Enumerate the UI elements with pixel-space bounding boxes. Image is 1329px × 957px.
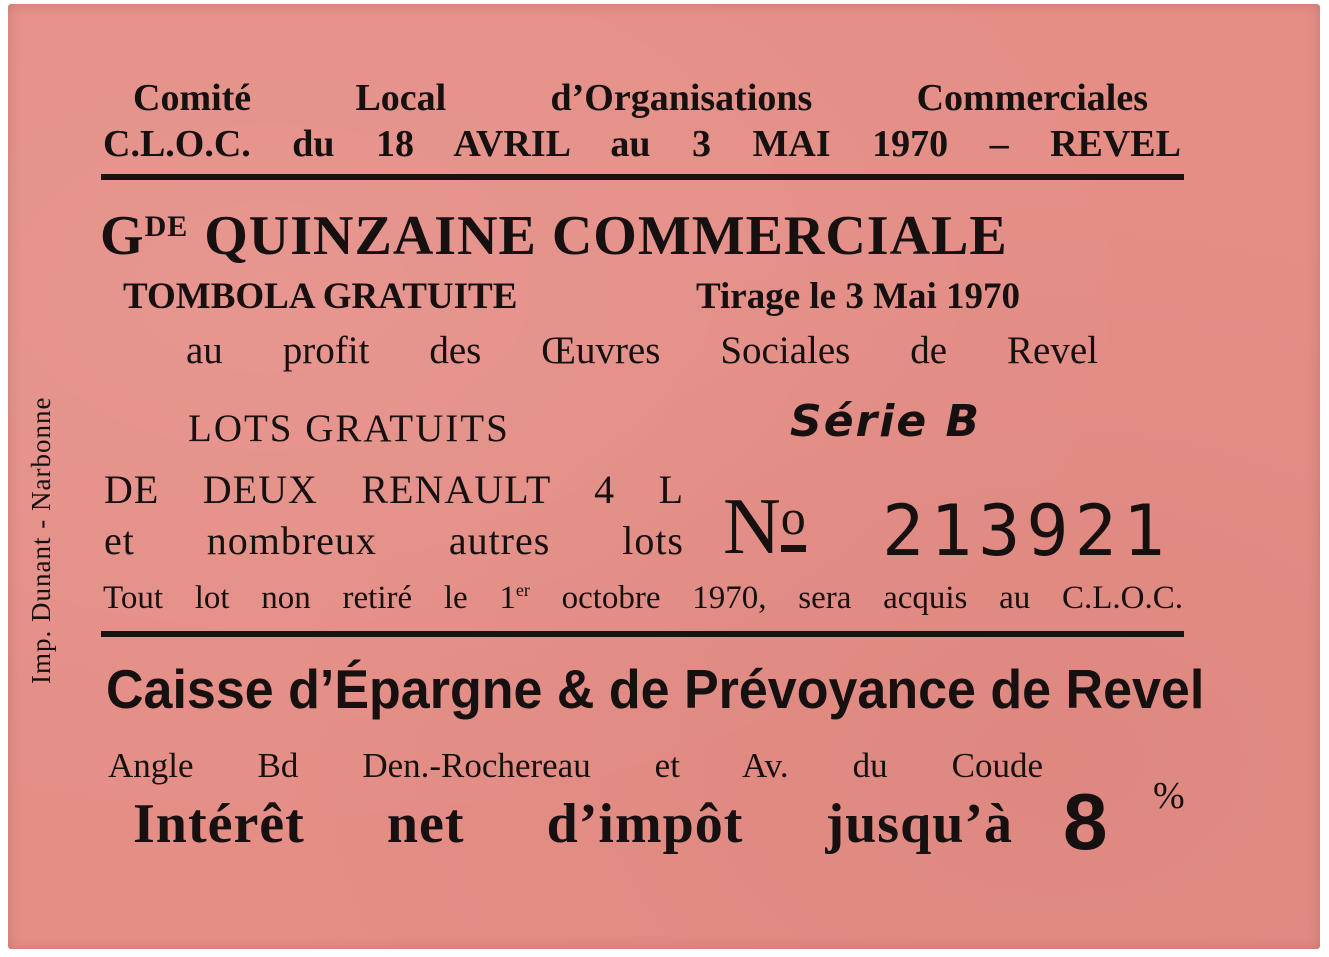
header-organization: Comité Local d’Organisations Commerciales [133, 77, 1148, 119]
unclaimed-notice [103, 580, 1183, 617]
number-label-n: N [723, 483, 781, 571]
notice-before: Tout lot non retiré le 1 [103, 580, 516, 616]
beneficiary-line: au profit des Œuvres Sociales de Revel [186, 329, 1098, 372]
interest-unit: % [1153, 775, 1185, 817]
draw-date: Tirage le 3 Mai 1970 [696, 276, 1021, 317]
interest-value: 8 [1063, 777, 1108, 866]
notice-after: octobre 1970, sera acquis au C.L.O.C. [529, 580, 1183, 616]
event-title [100, 204, 1008, 268]
header-dates: C.L.O.C. du 18 AVRIL au 3 MAI 1970 – REVEL [103, 123, 1181, 165]
sponsor-address: Angle Bd Den.-Rochereau et Av. du Coude [108, 746, 1043, 785]
ticket-number: 213921 [882, 490, 1171, 572]
raffle-ticket [8, 4, 1320, 949]
sponsor-name: Caisse d’Épargne & de Prévoyance de Revel [106, 659, 1205, 721]
number-label [723, 482, 806, 573]
title-prefix: G [100, 205, 145, 267]
notice-sup: er [515, 580, 530, 600]
series-label: Série B [790, 396, 982, 447]
title-superscript: DE [144, 210, 189, 243]
prizes-line-2: DE DEUX RENAULT 4 L [104, 467, 684, 512]
interest-text: Intérêt net d’impôt jusqu’à [133, 793, 1013, 855]
tombola-label: TOMBOLA GRATUITE [123, 276, 518, 317]
divider-bottom [101, 631, 1184, 637]
printer-imprint: Imp. Dunant - Narbonne [26, 396, 56, 684]
prizes-line-3: et nombreux autres lots [104, 518, 684, 563]
divider-top [101, 174, 1184, 180]
number-label-o: o [781, 489, 806, 552]
prizes-line-1: LOTS GRATUITS [188, 407, 510, 450]
title-main: QUINZAINE COMMERCIALE [204, 205, 1008, 267]
